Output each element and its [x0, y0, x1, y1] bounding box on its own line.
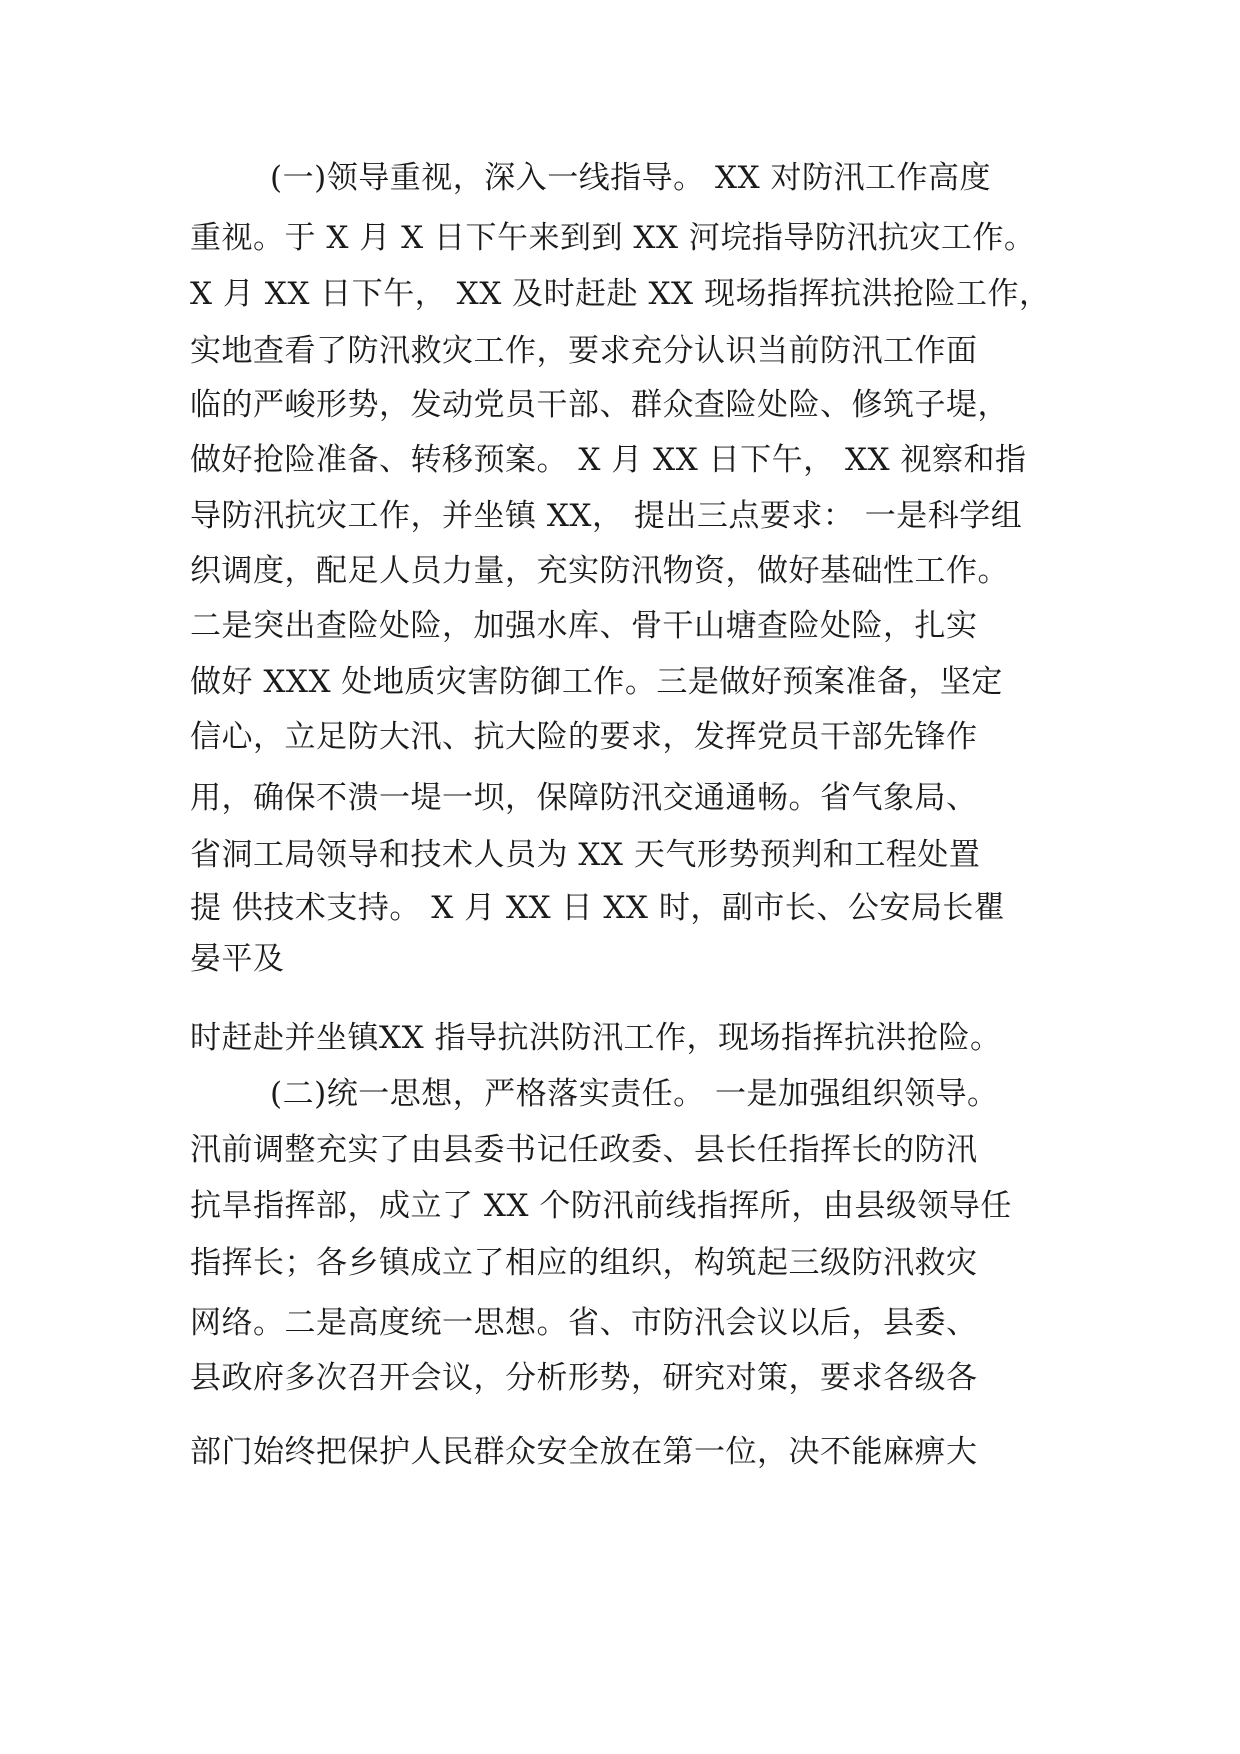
paragraph-1-line-12: 用，确保不溃一堤一坝，保障防汛交通通畅。省气象局、 — [190, 780, 978, 816]
paragraph-1-line-4: 实地查看了防汛救灾工作，要求充分认识当前防汛工作面 — [190, 333, 978, 369]
paragraph-1-line-1: (一)领导重视，深入一线指导。 XX 对防汛工作高度 — [270, 160, 992, 196]
paragraph-2-line-3: 抗旱指挥部，成立了 XX 个防汛前线指挥所，由县级领导任 — [190, 1188, 1012, 1224]
paragraph-2-line-7: 部门始终把保护人民群众安全放在第一位，决不能麻痹大 — [190, 1434, 978, 1470]
paragraph-1-line-14: 提 供技术支持。 X 月 XX 日 XX 时，副市长、公安局长瞿 — [190, 890, 1006, 926]
paragraph-1-line-2: 重视。于 X 月 X 日下午来到到 XX 河垸指导防汛抗灾工作。 — [190, 220, 1036, 256]
paragraph-2-line-2: 汛前调整充实了由县委书记任政委、县长任指挥长的防汛 — [190, 1132, 978, 1168]
paragraph-2-line-1: (二)统一思想，严格落实责任。 一是加强组织领导。 — [270, 1076, 999, 1112]
paragraph-1-line-6: 做好抢险准备、转移预案。 X 月 XX 日下午， XX 视察和指 — [190, 442, 1027, 478]
paragraph-2-line-5: 网络。二是高度统一思想。省、市防汛会议以后，县委、 — [190, 1305, 978, 1341]
paragraph-2-line-4: 指挥长；各乡镇成立了相应的组织，构筑起三级防汛救灾 — [190, 1245, 978, 1281]
paragraph-1-line-9: 二是突出查险处险，加强水库、骨干山塘查险处险，扎实 — [190, 608, 978, 644]
paragraph-2-line-6: 县政府多次召开会议，分析形势，研究对策，要求各级各 — [190, 1360, 978, 1396]
paragraph-1-line-8: 织调度，配足人员力量，充实防汛物资，做好基础性工作。 — [190, 553, 1009, 589]
paragraph-1-line-16: 时赶赴并坐镇XX 指导抗洪防汛工作，现场指挥抗洪抢险。 — [190, 1020, 1002, 1056]
paragraph-1-line-7: 导防汛抗灾工作，并坐镇 XX， 提出三点要求： 一是科学组 — [190, 498, 1023, 534]
paragraph-1-line-13: 省洞工局领导和技术人员为 XX 天气形势预判和工程处置 — [190, 837, 981, 873]
paragraph-1-line-3: X 月 XX 日下午， XX 及时赶赴 XX 现场指挥抗洪抢险工作， — [190, 276, 1051, 312]
paragraph-1-line-5: 临的严峻形势，发动党员干部、群众查险处险、修筑子堤， — [190, 387, 1009, 423]
paragraph-1-line-11: 信心，立足防大汛、抗大险的要求，发挥党员干部先锋作 — [190, 719, 978, 755]
paragraph-1-line-10: 做好 XXX 处地质灾害防御工作。三是做好预案准备，坚定 — [190, 664, 1003, 700]
paragraph-1-line-15: 晏平及 — [190, 941, 285, 977]
